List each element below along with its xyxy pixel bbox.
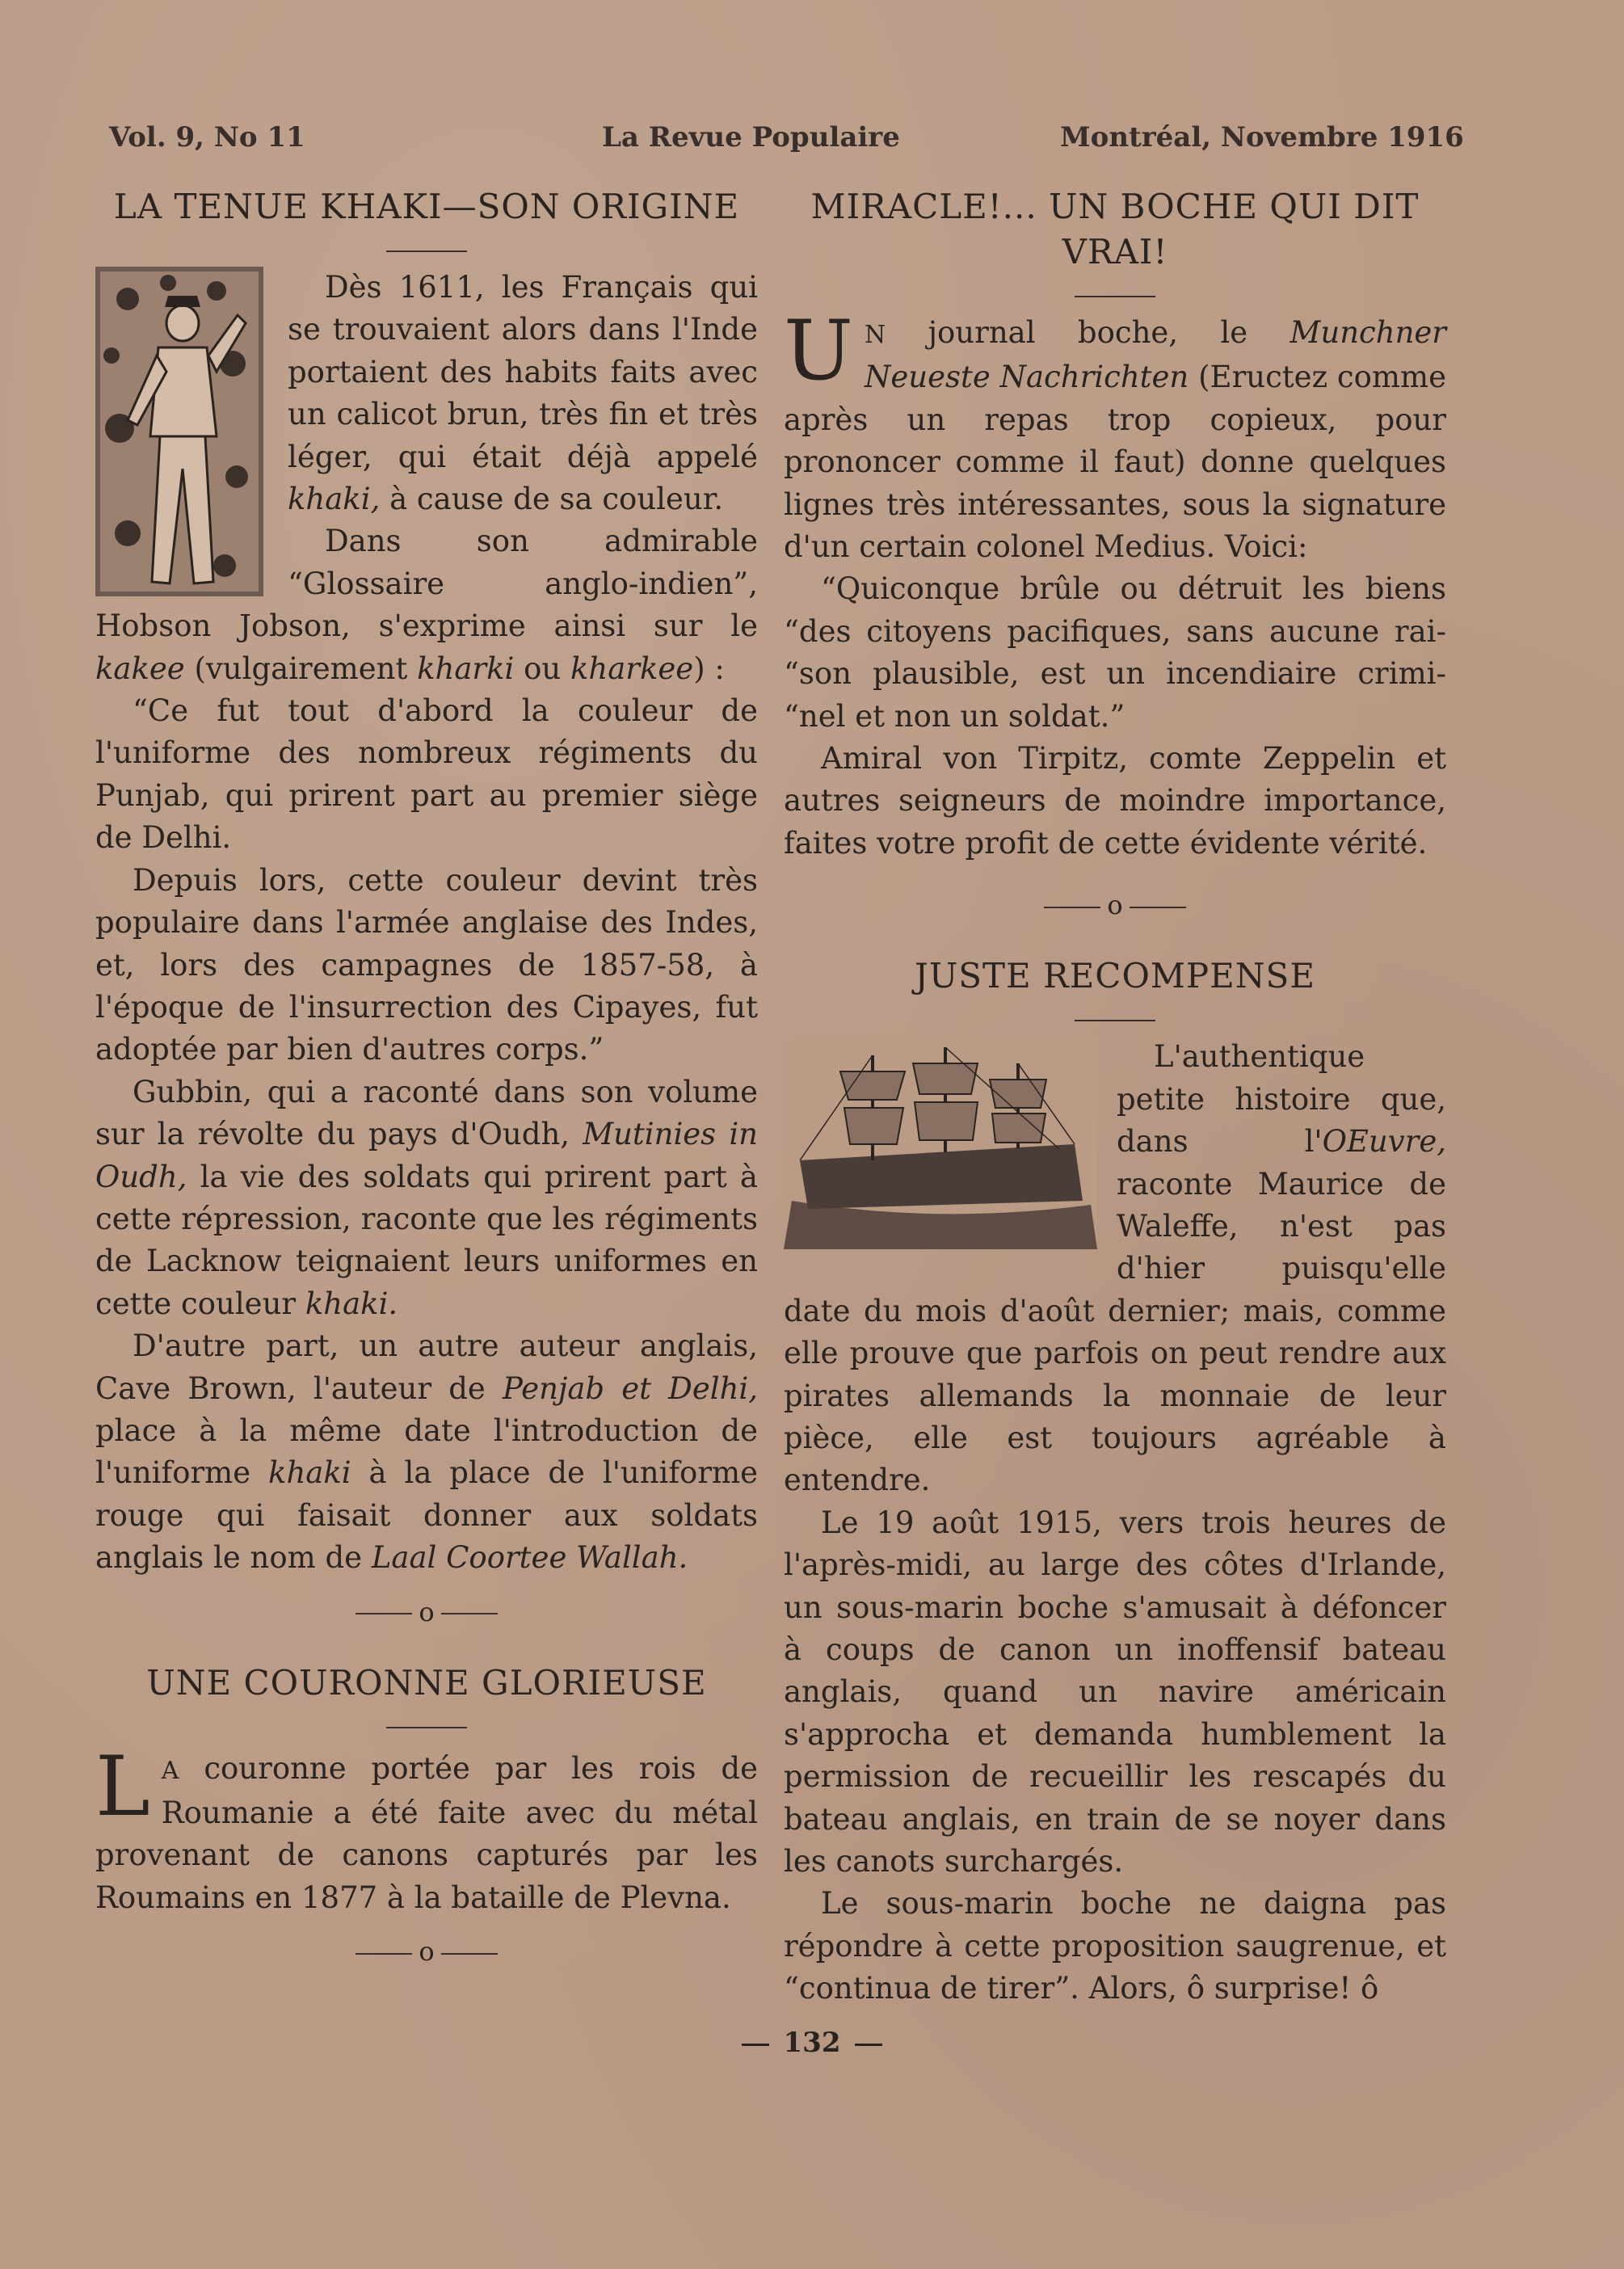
khaki-word-3: khaki xyxy=(268,1455,351,1491)
section-separator: o xyxy=(95,1596,758,1628)
kharkee-word: kharkee xyxy=(570,650,694,686)
miracle-p1-end: (Eructez comme après un repas trop copieux, pour prononcer comme il faut) donne quelques lignes très intéressantes, sous la signature d'un certain colonel Medius. Voici: xyxy=(784,360,1446,565)
juste-p2: Le 19 août 1915, vers trois heures de l'après-midi, au large des côtes d'Irlande, un sous-marin boche s'amusait à défoncer à coups de canon un inoffensif bateau anglais, quand un navire américain s'approcha et demanda humblement la permission de recueillir les rescapés du bateau anglais, en train de se noyer dans les canots surchargés. xyxy=(784,1505,1446,1879)
khaki-p3: “Ce fut tout d'abord la couleur de l'uniforme des nombreux régiments du Punjab, qui prirent part au premier siège de Delhi. xyxy=(95,693,758,856)
title-rule xyxy=(1075,1020,1155,1021)
header-magazine-title: La Revue Populaire xyxy=(602,121,900,154)
ship-illustration xyxy=(784,1039,1097,1249)
couronne-smallcap: A xyxy=(161,1756,179,1785)
khaki-p6-mid: place à la même date l'introduction de l'uniforme xyxy=(95,1412,758,1491)
miracle-article-title: MIRACLE!... UN BOCHE QUI DIT VRAI! xyxy=(810,187,1420,272)
munchner-title: Munchner Neueste Nachrichten xyxy=(864,315,1446,395)
khaki-p6: D'autre part, un autre auteur anglais, Cave Brown, l'auteur de xyxy=(95,1328,758,1406)
oeuvre-title: OEuvre, xyxy=(1322,1124,1446,1160)
khaki-p5-end: la vie des soldats qui prirent part à cette répression, raconte que les régiments de Lacknow teignaient leurs uniformes en cette couleur xyxy=(95,1159,758,1321)
title-rule xyxy=(386,1727,467,1728)
khaki-p2: Dans son admirable “Glossaire anglo-indien”, Hobson Jobson, s'exprime ainsi sur le xyxy=(95,524,758,644)
juste-p3: Le sous-marin boche ne daigna pas répondre à cette proposition saugrenue, et “continua de tirer”. Alors, ô surprise! ô xyxy=(784,1886,1446,2006)
miracle-quote: “Quiconque brûle ou détruit les biens “des citoyens pacifiques, sans aucune rai- “son plausible, est un incendiaire crimi- “nel et non un soldat.” xyxy=(784,571,1446,734)
juste-p1-end: raconte Maurice de Waleffe, n'est pas d'hier puisqu'elle date du mois d'août dernier; mais, comme elle prouve que parfois on peut rendre aux pirates allemands la monnaie de leur pièce, elle est toujours agréable à entendre. xyxy=(784,1166,1446,1498)
right-column xyxy=(784,184,1446,2010)
miracle-p3: Amiral von Tirpitz, comte Zeppelin et autres seigneurs de moindre importance, faites votre profit de cette évidente vérité. xyxy=(784,741,1446,861)
khaki-word-2: khaki. xyxy=(305,1286,398,1321)
title-rule xyxy=(1075,296,1155,297)
miracle-p1: journal boche, le xyxy=(928,315,1248,350)
juste-article-title: JUSTE RECOMPENSE xyxy=(915,956,1315,996)
laal-coortee-wallah: Laal Coortee Wallah. xyxy=(371,1540,688,1576)
section-separator: o xyxy=(95,1935,758,1968)
header-dateline: Montréal, Novembre 1916 xyxy=(1060,121,1464,154)
drop-cap-l: L xyxy=(95,1738,150,1835)
penjab-title: Penjab et Delhi, xyxy=(502,1370,758,1406)
title-rule xyxy=(386,250,467,252)
section-separator: o xyxy=(784,889,1446,921)
page-number: 132 xyxy=(0,2027,1624,2059)
kharki-word: kharki xyxy=(417,650,515,686)
miracle-smallcap: N xyxy=(864,321,886,349)
khaki-p4: Depuis lors, cette couleur devint très populaire dans l'armée anglaise des Indes, et, lors des campagnes de 1857-58, à l'époque de l'insurrection des Cipayes, fut adoptée par bien d'autres corps.” xyxy=(95,862,758,1067)
juste-p1: L'authentique petite histoire que, dans l' xyxy=(1117,1039,1446,1160)
khaki-p1: Dès 1611, les Français qui se trouvaient alors dans l'Inde portaient des habits faits avec un calicot brun, très fin et très léger, qui était déjà appelé xyxy=(288,270,758,474)
mutinies-title: Mutinies in Oudh, xyxy=(95,1117,758,1194)
khaki-p1-end: à cause de sa couleur. xyxy=(389,482,724,517)
khaki-p2-or: ou xyxy=(524,650,562,686)
khaki-p2-mid: (vulgairement xyxy=(194,650,408,686)
drop-cap-u: U xyxy=(784,303,853,399)
header-volume: Vol. 9, No 11 xyxy=(109,121,305,154)
soldier-illustration xyxy=(95,267,263,596)
khaki-p6-mid2: à la place de l'uniforme rouge qui faisait donner aux soldats anglais le nom de xyxy=(95,1455,758,1576)
couronne-text: couronne portée par les rois de Roumanie a été faite avec du métal provenant de canons capturés par les Roumains en 1877 à la bataille de Plevna. xyxy=(95,1750,758,1915)
couronne-article-title: UNE COURONNE GLORIEUSE xyxy=(146,1662,707,1703)
khaki-p2-end: ) : xyxy=(693,650,725,686)
khaki-p5: Gubbin, qui a raconté dans son volume sur la révolte du pays d'Oudh, xyxy=(95,1074,758,1152)
khaki-article-title: LA TENUE KHAKI—SON ORIGINE xyxy=(113,187,740,226)
khaki-word: khaki, xyxy=(288,482,381,517)
left-column xyxy=(95,184,758,2000)
kakee-word: kakee xyxy=(95,650,185,686)
